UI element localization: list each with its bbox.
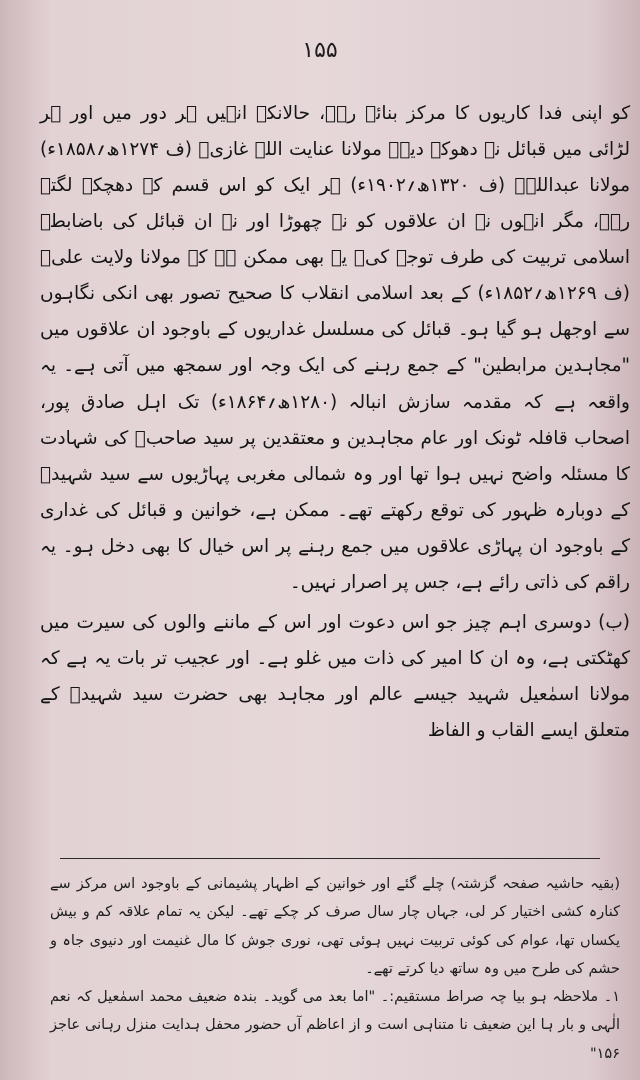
paragraph-section-b: (ب) دوسری اہم چیز جو اس دعوت اور اس کے ماننے والوں کی سیرت میں کھٹکتی ہے، وہ ان کا امیر کی ذات میں غلو ہے۔ اور عجیب تر بات یہ ہے کہ مولانا اسمٰعیل شہید جیسے عالم اور مجاہد بھی حضرت سید شہیدؒ کے متعلق ایسے القاب و الفاظ [40, 611, 630, 742]
footnote-block [50, 870, 620, 1068]
footnote-divider [60, 858, 600, 859]
footnote-1: ۱۔ ملاحظہ ہو بیا چہ صراط مستقیم:۔ "اما بعد می گوید۔ بندہ ضعیف محمد اسمٰعیل کہ نعم الٰہی و بار ہا این ضعیف نا متناہی است و از اعاظم آں حضور محفل ہدایت منزل رہانی عاجز ۱۵۶" [50, 989, 620, 1062]
page-number: ۱۵۵ [302, 38, 338, 63]
footnote-continued: (بقیہ حاشیہ صفحہ گزشتہ) چلے گئے اور خوانین کے اظہار پشیمانی کے باوجود اس مرکز سے کنارہ کشی اختیار کر لی، جہاں چار سال صرف کر چکے تھے۔ لیکن یہ تمام علاقہ کم و بیش یکساں تھا، عوام کی کوئی تربیت نہیں ہوئی تھی، نوری جوش کا مال غنیمت اور دنیوی جاہ و حشم کی طرح میں وہ ساتھ دیا کرتے تھے۔ [50, 876, 620, 977]
main-text [40, 96, 630, 749]
paragraph-continuation: کو اپنی فدا کاریوں کا مرکز بنائے رہے، حالانکہ انہیں ہر دور میں اور ہر لڑائی میں قبائل نے دھوکے دیے۔ مولانا عنایت اللہ غازیؒ (ف ۱۲۷۴ھ؍۱۸۵۸ء) مولانا عبداللہؒ (ف ۱۳۲۰ھ؍۱۹۰۲ء) ہر ایک کو اس قسم کے دھچکے لگتے رہے، مگر انہوں نے ان علاقوں کو نہ چھوڑا اور نہ ان قبائل کی باضابطہ اسلامی تربیت کی طرف توجہ کی۔ یہ بھی ممکن ہے کہ مولانا ولایت علیؒ (ف ۱۲۶۹ھ؍۱۸۵۲ء) کے بعد اسلامی انقلاب کا صحیح تصور بھی انکی نگاہوں سے اوجھل ہو گیا ہو۔ قبائل کی مسلسل غداریوں کے باوجود ان علاقوں میں "مجاہدین مرابطین" کے جمع رہنے کی ایک وجہ اور سمجھ میں آتی ہے۔ یہ واقعہ ہے کہ مقدمہ سازش انبالہ (۱۲۸۰ھ؍۱۸۶۴ء) تک اہل صادق پور، اصحاب قافلہ ٹونک اور عام مجاہدین و معتقدین پر سید صاحبؒ کی شہادت کا مسئلہ واضح نہیں ہوا تھا اور وہ شمالی مغربی پہاڑیوں سے سید شہیدؒ کے دوبارہ ظہور کی توقع رکھتے تھے۔ ممکن ہے، خوانین و قبائل کی غداری کے باوجود ان پہاڑی علاقوں میں جمع رہنے پر اس خیال کا بھی دخل ہو۔ یہ راقم کی ذاتی رائے ہے، جس پر اصرار نہیں۔ [40, 103, 630, 593]
